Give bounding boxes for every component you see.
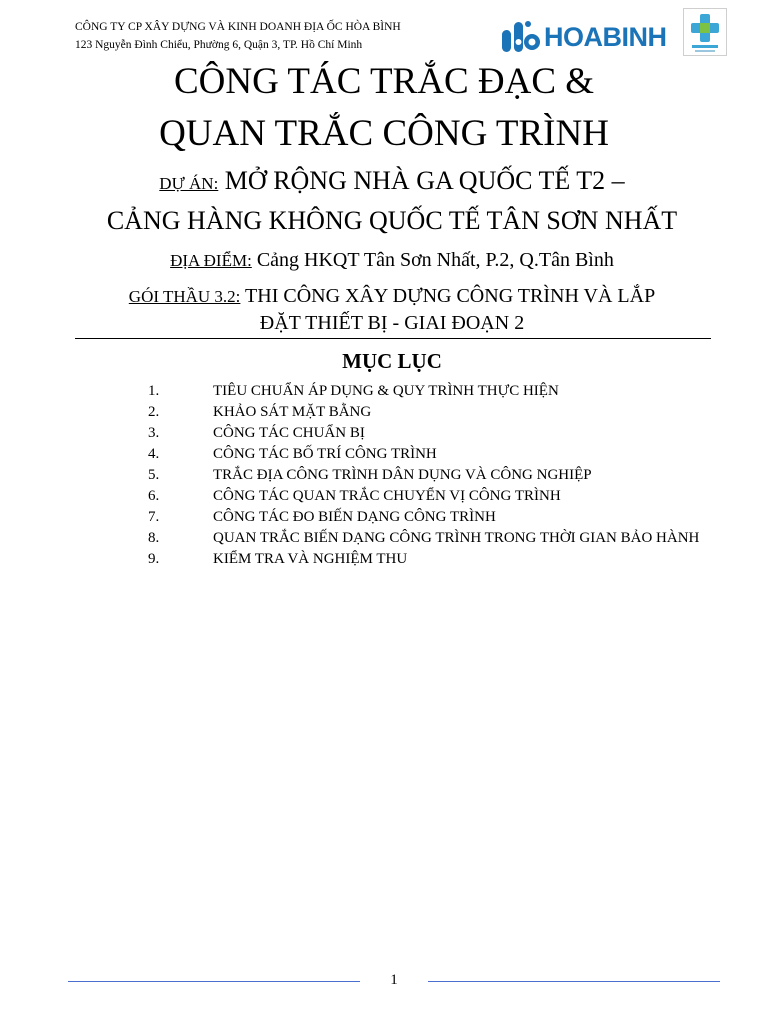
toc-item-text: KIỂM TRA VÀ NGHIỆM THU (213, 551, 408, 567)
toc-item-5[interactable] (0, 465, 768, 486)
hoabinh-logo-mark-icon (500, 16, 542, 56)
project-label: DỰ ÁN: (159, 174, 219, 193)
page-number: 1 (390, 972, 398, 988)
toc-item-number: 6. (148, 488, 160, 504)
toc-item-4[interactable] (0, 444, 768, 465)
company-block (75, 18, 401, 54)
toc-item-text: CÔNG TÁC BỐ TRÍ CÔNG TRÌNH (213, 446, 437, 462)
toc-item-number: 1. (148, 383, 160, 399)
toc-item-8[interactable] (0, 528, 768, 549)
main-title-line-1: CÔNG TÁC TRẮC ĐẠC & (173, 61, 595, 102)
toc-item-number: 7. (148, 509, 160, 525)
footer-rule-right (428, 981, 720, 982)
company-address: 123 Nguyễn Đình Chiểu, Phường 6, Quận 3, TP. Hồ Chí Minh (75, 39, 363, 51)
title-divider (75, 338, 711, 339)
toc-item-2[interactable] (0, 402, 768, 423)
logo-text: HOABINH (544, 22, 667, 52)
location-value: Cảng HKQT Tân Sơn Nhất, P.2, Q.Tân Bình (251, 249, 614, 271)
package-name-1: THI CÔNG XÂY DỰNG CÔNG TRÌNH VÀ LẮP (240, 285, 656, 307)
toc-item-text: QUAN TRẮC BIẾN DẠNG CÔNG TRÌNH TRONG THỜI GIAN BẢO HÀNH (213, 530, 700, 546)
toc-item-number: 5. (148, 467, 160, 483)
toc-item-text: CÔNG TÁC ĐO BIẾN DẠNG CÔNG TRÌNH (213, 509, 496, 525)
toc-item-1[interactable] (0, 381, 768, 402)
main-title (0, 56, 768, 160)
location-line (0, 246, 768, 275)
toc-item-3[interactable] (0, 423, 768, 444)
package-label: GÓI THẦU 3.2: (128, 287, 241, 306)
location-label: ĐỊA ĐIỂM: (170, 251, 252, 270)
hoabinh-logo (500, 14, 680, 56)
toc-item-number: 8. (148, 530, 160, 546)
company-name: CÔNG TY CP XÂY DỰNG VÀ KINH DOANH ĐỊA ỐC HÒA BÌNH (75, 21, 401, 33)
partner-badge (683, 8, 727, 56)
project-line-1 (0, 163, 768, 202)
toc-item-text: CÔNG TÁC QUAN TRẮC CHUYỂN VỊ CÔNG TRÌNH (213, 488, 561, 504)
project-name-2: CẢNG HÀNG KHÔNG QUỐC TẾ TÂN SƠN NHẤT (106, 206, 678, 235)
toc-item-number: 9. (148, 551, 160, 567)
toc-title: MỤC LỤC (342, 349, 442, 373)
toc-item-number: 3. (148, 425, 160, 441)
project-name-1: MỞ RỘNG NHÀ GA QUỐC TẾ T2 – (218, 166, 625, 195)
toc-item-text: TRẮC ĐỊA CÔNG TRÌNH DÂN DỤNG VÀ CÔNG NGHIỆP (213, 467, 592, 483)
page-header (0, 0, 768, 60)
toc-item-text: KHẢO SÁT MẶT BẰNG (213, 404, 372, 420)
table-of-contents (0, 381, 768, 570)
toc-item-7[interactable] (0, 507, 768, 528)
toc-item-number: 2. (148, 404, 160, 420)
toc-item-6[interactable] (0, 486, 768, 507)
medical-cross-icon (684, 9, 726, 55)
main-title-line-2: QUAN TRẮC CÔNG TRÌNH (159, 113, 609, 154)
toc-item-text: TIÊU CHUẨN ÁP DỤNG & QUY TRÌNH THỰC HIỆN (213, 383, 559, 399)
toc-item-9[interactable] (0, 549, 768, 570)
package-line-1 (0, 283, 768, 310)
toc-item-number: 4. (148, 446, 160, 462)
toc-item-text: CÔNG TÁC CHUẨN BỊ (213, 425, 365, 441)
package-name-2: ĐẶT THIẾT BỊ - GIAI ĐOẠN 2 (259, 312, 525, 334)
